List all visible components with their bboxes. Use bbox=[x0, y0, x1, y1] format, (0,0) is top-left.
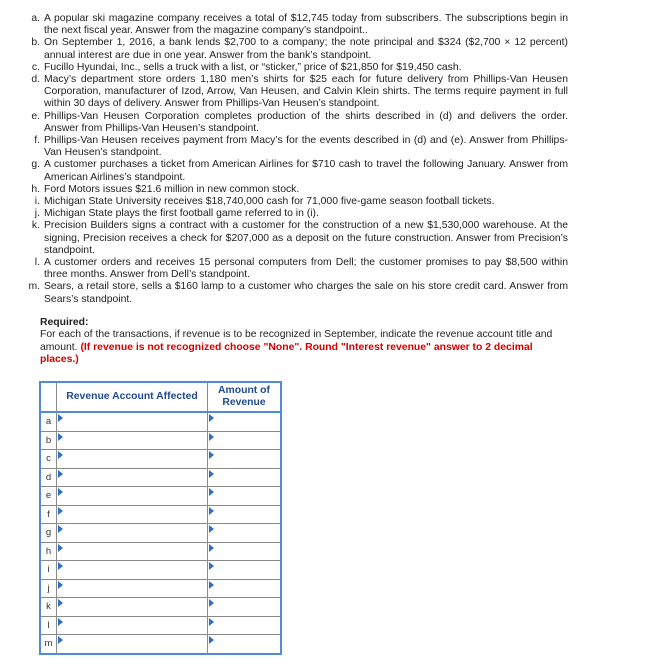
answer-row-label: d bbox=[40, 468, 57, 487]
amount-input[interactable] bbox=[208, 487, 282, 506]
revenue-account-dropdown[interactable] bbox=[57, 616, 208, 635]
transaction-text: Ford Motors issues $21.6 million in new common stock. bbox=[44, 183, 300, 195]
revenue-account-header: Revenue Account Affected bbox=[57, 382, 208, 412]
answer-row bbox=[40, 598, 281, 617]
transaction-list bbox=[28, 13, 568, 306]
revenue-account-dropdown[interactable] bbox=[57, 542, 208, 561]
revenue-account-dropdown[interactable] bbox=[57, 561, 208, 580]
transaction-letter: e. bbox=[31, 110, 40, 122]
transaction-letter: i. bbox=[34, 196, 40, 208]
revenue-account-dropdown[interactable] bbox=[57, 431, 208, 450]
transaction-item bbox=[28, 111, 568, 135]
dropdown-arrow-icon bbox=[58, 599, 63, 607]
answer-row bbox=[40, 561, 281, 580]
transaction-letter: a. bbox=[31, 13, 40, 24]
revenue-account-dropdown[interactable] bbox=[57, 524, 208, 543]
transaction-letter: c. bbox=[31, 61, 40, 73]
answer-row bbox=[40, 505, 281, 524]
transaction-item bbox=[28, 281, 568, 305]
amount-input[interactable] bbox=[208, 579, 282, 598]
answer-table bbox=[39, 381, 282, 655]
dropdown-arrow-icon bbox=[58, 636, 63, 644]
required-body: For each of the transactions, if revenue is to be recognized in September, indicate the revenue account title and amount. bbox=[40, 329, 553, 353]
input-marker-icon bbox=[209, 451, 214, 459]
transaction-letter: g. bbox=[31, 159, 40, 171]
transaction-letter: j. bbox=[34, 208, 40, 220]
required-note: (If revenue is not recognized choose "None". Round "Interest revenue" answer to 2 decimal places.) bbox=[40, 341, 533, 365]
transaction-letter: b. bbox=[31, 37, 40, 49]
amount-input[interactable] bbox=[208, 598, 282, 617]
answer-row bbox=[40, 450, 281, 469]
amount-input[interactable] bbox=[208, 635, 282, 654]
transaction-text: Fucillo Hyundai, Inc., sells a truck with a list, or “sticker,” price of $21,850 for $19,450 cash. bbox=[44, 61, 462, 73]
revenue-account-dropdown[interactable] bbox=[57, 412, 208, 431]
answer-row bbox=[40, 412, 281, 431]
transaction-letter: k. bbox=[31, 220, 40, 232]
answer-row-label: f bbox=[40, 505, 57, 524]
amount-input[interactable] bbox=[208, 431, 282, 450]
transaction-text: A popular ski magazine company receives a total of $12,745 today from subscribers. The subscriptions begin in the next fiscal year. Answer from the magazine company’s standpoint.. bbox=[44, 13, 568, 37]
amount-input[interactable] bbox=[208, 412, 282, 431]
transaction-item bbox=[28, 184, 568, 196]
transaction-item bbox=[28, 62, 568, 74]
answer-row-label: c bbox=[40, 450, 57, 469]
transaction-text: A customer purchases a ticket from American Airlines for $710 cash to travel the following January. Answer from American Airlines’s standpoint. bbox=[44, 159, 568, 183]
transaction-letter: l. bbox=[34, 257, 40, 269]
answer-row-label: m bbox=[40, 635, 57, 654]
answer-row-label: e bbox=[40, 487, 57, 506]
transaction-text: Macy’s department store orders 1,180 men’s shirts for $25 each for future delivery from Phillips-Van Heusen Corporation, manufacturer of Izod, Arrow, Van Heusen, and Calvin Klein shirts. The terms require payment in full within 30 days of delivery. Answer from Phillips-Van Heusen’s standpoint. bbox=[44, 74, 568, 110]
transaction-letter: d. bbox=[31, 74, 40, 86]
transaction-item bbox=[28, 13, 568, 37]
transaction-text: A customer orders and receives 15 personal computers from Dell; the customer promises to pay $8,500 within three months. Answer from Dell’s standpoint. bbox=[44, 257, 568, 281]
transaction-item bbox=[28, 135, 568, 159]
transaction-item bbox=[28, 159, 568, 183]
amount-input[interactable] bbox=[208, 468, 282, 487]
revenue-account-dropdown[interactable] bbox=[57, 450, 208, 469]
revenue-account-dropdown[interactable] bbox=[57, 635, 208, 654]
transaction-text: Sears, a retail store, sells a $160 lamp to a customer who charges the sale on his store credit card. Answer from Sears’s standpoint. bbox=[44, 281, 568, 305]
answer-row bbox=[40, 487, 281, 506]
amount-input[interactable] bbox=[208, 524, 282, 543]
transaction-text: Michigan State University receives $18,740,000 cash for 71,000 five-game season football tickets. bbox=[44, 196, 495, 208]
answer-row-label: k bbox=[40, 598, 57, 617]
revenue-account-dropdown[interactable] bbox=[57, 579, 208, 598]
revenue-account-dropdown[interactable] bbox=[57, 487, 208, 506]
amount-input[interactable] bbox=[208, 561, 282, 580]
dropdown-arrow-icon bbox=[58, 618, 63, 626]
input-marker-icon bbox=[209, 618, 214, 626]
answer-row-label: b bbox=[40, 431, 57, 450]
answer-row bbox=[40, 635, 281, 654]
required-title: Required: bbox=[40, 317, 89, 328]
transaction-item bbox=[28, 220, 568, 257]
transaction-letter: m. bbox=[28, 281, 40, 293]
input-marker-icon bbox=[209, 581, 214, 589]
answer-row bbox=[40, 468, 281, 487]
dropdown-arrow-icon bbox=[58, 470, 63, 478]
answer-row-label: g bbox=[40, 524, 57, 543]
dropdown-arrow-icon bbox=[58, 414, 63, 422]
input-marker-icon bbox=[209, 599, 214, 607]
input-marker-icon bbox=[209, 636, 214, 644]
input-marker-icon bbox=[209, 433, 214, 441]
input-marker-icon bbox=[209, 470, 214, 478]
transaction-text: Precision Builders signs a contract with a customer for the construction of a new $1,530,000 warehouse. At the signing, Precision receives a check for $207,000 as a deposit on the future construction. Answer from Precision’s standpoint. bbox=[44, 220, 568, 256]
transaction-text: Michigan State plays the first football game referred to in (i). bbox=[44, 208, 319, 220]
input-marker-icon bbox=[209, 414, 214, 422]
answer-row bbox=[40, 431, 281, 450]
required-section bbox=[40, 317, 570, 366]
dropdown-arrow-icon bbox=[58, 544, 63, 552]
answer-row bbox=[40, 524, 281, 543]
input-marker-icon bbox=[209, 507, 214, 515]
dropdown-arrow-icon bbox=[58, 451, 63, 459]
transaction-item bbox=[28, 196, 568, 208]
dropdown-arrow-icon bbox=[58, 525, 63, 533]
amount-header: Amount of Revenue bbox=[208, 382, 282, 412]
row-label-header bbox=[40, 382, 57, 412]
dropdown-arrow-icon bbox=[58, 488, 63, 496]
answer-row-label: a bbox=[40, 412, 57, 431]
dropdown-arrow-icon bbox=[58, 433, 63, 441]
answer-row-label: i bbox=[40, 561, 57, 580]
transaction-text: Phillips-Van Heusen Corporation completes production of the shirts described in (d) and delivers the order. Answer from Phillips-Van Heusen’s standpoint. bbox=[44, 110, 568, 134]
answer-row bbox=[40, 616, 281, 635]
dropdown-arrow-icon bbox=[58, 562, 63, 570]
input-marker-icon bbox=[209, 562, 214, 570]
transaction-text: Phillips-Van Heusen receives payment from Macy’s for the events described in (d) and (e). Answer from Phillips-Van Heusen’s standpoint. bbox=[44, 135, 568, 159]
answer-row-label: h bbox=[40, 542, 57, 561]
answer-row-label: l bbox=[40, 616, 57, 635]
transaction-item bbox=[28, 37, 568, 61]
answer-row bbox=[40, 542, 281, 561]
transaction-letter: f. bbox=[34, 135, 40, 147]
transaction-item bbox=[28, 74, 568, 111]
amount-input[interactable] bbox=[208, 450, 282, 469]
input-marker-icon bbox=[209, 488, 214, 496]
transaction-text: On September 1, 2016, a bank lends $2,700 to a company; the note principal and $324 ($2,700 × 12 percent) annual interest are due in one year. Answer from the bank’s standpoint. bbox=[44, 37, 568, 61]
revenue-account-dropdown[interactable] bbox=[57, 598, 208, 617]
transaction-item bbox=[28, 257, 568, 281]
input-marker-icon bbox=[209, 544, 214, 552]
transaction-letter: h. bbox=[31, 183, 40, 195]
revenue-account-dropdown[interactable] bbox=[57, 505, 208, 524]
revenue-account-dropdown[interactable] bbox=[57, 468, 208, 487]
input-marker-icon bbox=[209, 525, 214, 533]
amount-input[interactable] bbox=[208, 542, 282, 561]
amount-input[interactable] bbox=[208, 616, 282, 635]
amount-input[interactable] bbox=[208, 505, 282, 524]
required-instructions bbox=[40, 329, 570, 366]
dropdown-arrow-icon bbox=[58, 507, 63, 515]
dropdown-arrow-icon bbox=[58, 581, 63, 589]
transaction-item bbox=[28, 208, 568, 220]
answer-row-label: j bbox=[40, 579, 57, 598]
answer-row bbox=[40, 579, 281, 598]
